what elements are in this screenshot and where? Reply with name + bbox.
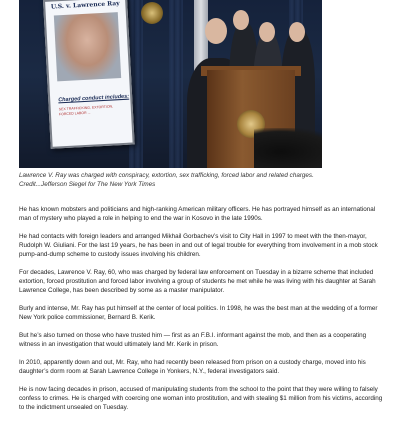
article-paragraph: He had contacts with foreign leaders and arranged Mikhail Gorbachev’s visit to City Hall in 1997 to meet with the then-mayor, Rudolph W. Giuliani. For the last 19 years, he has been in and out of legal trouble for everything from involvement in a mob stock pump-and-dump scheme to custody issues involving his children. xyxy=(19,233,378,258)
article-paragraph: But he’s also turned on those who have trusted him — first as an F.B.I. informant against the mob, and then as a cooperating witness in an investigation that would ultimately land Mr. Kerik in prison. xyxy=(19,331,367,348)
official-head xyxy=(289,22,305,42)
article-paragraph: In 2010, apparently down and out, Mr. Ray, who had recently been released from prison on a custody charge, moved into his daughter’s dorm room at Sarah Lawrence College in Yonkers, N.Y., federal investigators said. xyxy=(19,359,366,375)
photo-caption xyxy=(19,172,381,189)
caption-credit: Credit...Jefferson Siegel for The New York Times xyxy=(19,180,156,188)
poster-charge-lines xyxy=(59,104,114,117)
wall-seal-icon xyxy=(141,2,163,24)
background-curtain xyxy=(169,0,183,168)
poster-charge-line: FORCED LABOR ... xyxy=(58,110,91,117)
mugshot xyxy=(54,12,121,81)
article-photo xyxy=(19,0,322,168)
official-head xyxy=(259,22,275,42)
poster-charged-heading: Charged conduct includes: xyxy=(58,93,130,104)
evidence-poster xyxy=(43,0,135,149)
article-body xyxy=(19,206,383,422)
caption-text: Lawrence V. Ray was charged with conspiracy, extortion, sex trafficking, forced labor and related charges. xyxy=(19,172,314,179)
article-paragraph: Burly and intense, Mr. Ray has put himself at the center of local politics. In 1998, he was the best man at the wedding of a former New York police commissioner, Bernard B. Kerik. xyxy=(19,304,378,321)
official-head xyxy=(233,10,249,30)
speaker-head xyxy=(205,18,227,44)
article-paragraph: For decades, Lawrence V. Ray, 60, who was charged by federal law enforcement on Tuesday in a bizarre scheme that included extortion, forced prostitution and forced labor involving a group of students he met while he was living with his daughter at Sarah Lawrence College, has been described by some as a master manipulator. xyxy=(19,268,376,294)
article-paragraph: He has known mobsters and politicians and high-ranking American military officers. He has portrayed himself as an international man of mystery who played a role in helping to end the war in Kosovo in the late 1990s. xyxy=(19,206,376,222)
poster-charge-line: SEX TRAFFICKING, EXTORTION, xyxy=(58,104,114,112)
audience-silhouette xyxy=(254,128,322,168)
article-paragraph: He is now facing decades in prison, accused of manipulating students from the school to the point that they were willing to falsely confess to crimes. He is charged with coercing one woman into prostitution, and with stealing $1 million from his victims, according to the indictment unsealed on Tuesday. xyxy=(19,386,383,411)
poster-title: U.S. v. Lawrence Ray xyxy=(50,0,120,11)
